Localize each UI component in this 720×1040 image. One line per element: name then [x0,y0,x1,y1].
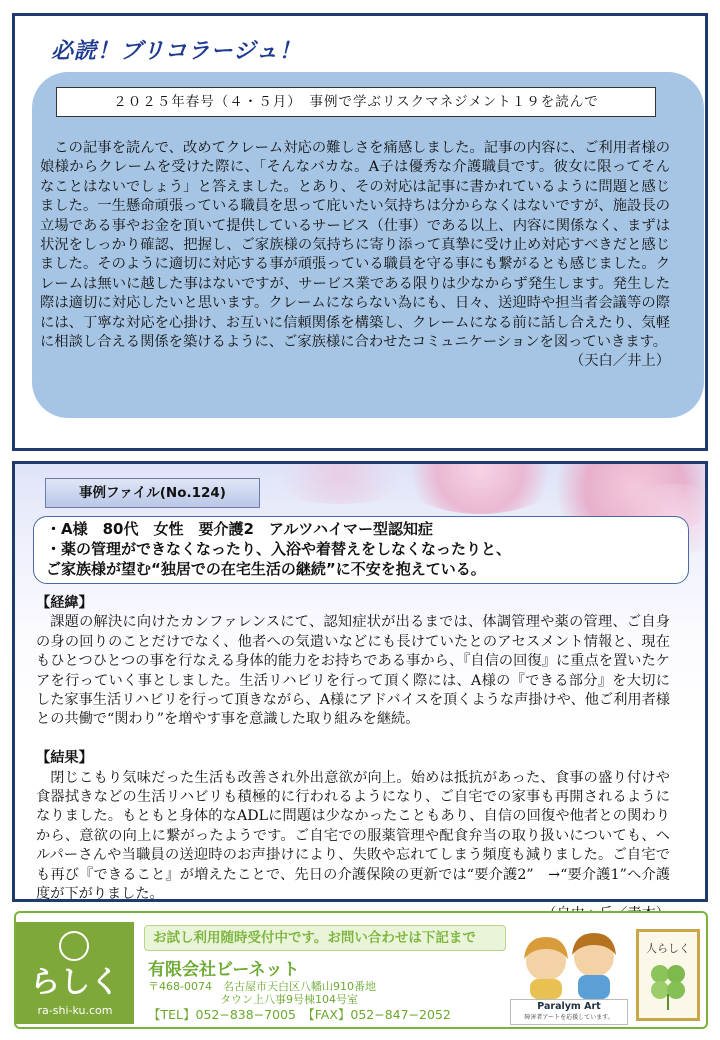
art-label: 人らしく [646,942,690,955]
background-text: 課題の解決に向けたカンファレンスにて、認知症状が出るまでは、体調管理や薬の管理、ご自身の身の回りのことだけでなく、他者への気遣いなどにも長けていたとのアセスメント情報と、現在もひとつひとつの事を行なえる身体的能力をお持ちである事から、『自信の回復』に重点を置いたケアを行っていく事としました。生活リハビリを行って頂く際には、A様の『できる部分』を大切にした家事生活リハビリを行って頂きながら、A様にアドバイスを頂くような声掛けや、他ご利用者様との共働で“関わり”を増やす事を意識した取り組みを継続。 [36,614,670,728]
address-line: タウン上八事9号棟104号室 [220,993,358,1006]
rashiku-logo [16,922,134,1024]
case-summary-line: ・薬の管理ができなくなったり、入浴や着替えをしなくなったりと、 [46,540,512,558]
contact-numbers: 【TEL】052−838−7005 【FAX】052−847−2052 [148,1007,451,1022]
case-summary-box [33,516,689,584]
company-address [148,980,376,1006]
logo-url: ra-shi-ku.com [37,1004,113,1017]
company-name: 有限会社ビーネット [148,960,300,980]
clover-art-image [639,932,697,1018]
article-text: この記事を読んで、改めてクレーム対応の難しさを痛感しました。記事の内容に、ご利用者様の娘様からクレームを受けた際に、「そんなバカな。A子は優秀な介護職員です。彼女に限ってそんなことはないでしょう」と答えました。とあり、その対応は記事に書かれているように問題と感じました。一生懸命頑張っている職員を思って庇いたい気持ちは分からなくはないですが、施設長の立場である事やお金を頂いて提供しているサービス（仕事）である以上、内容に関係なく、まずは状況をしっかり確認、把握し、ご家族様の気持ちに寄り添って真摯に受け止め対応すべきだと感じました。そのように適切に対応する事が頑張っている職員を守る事にも繋がるとも感じました。クレームは無いに越した事はないですが、サービス業である限りは少なからず発生します。発生した際は適切に対応したいと思います。クレームにならない為にも、日々、送迎時や担当者会議等の際には、丁寧な対応を心掛け、お互いに信頼関係を構築し、クレームになる前に話し合えたり、気軽に相談し合える関係を築けるように、ご家族様に合わせたコミュニケーションを図っていきます。 [40,140,670,351]
paralym-name: Paralym Art [537,1001,601,1012]
blossom-decoration [265,461,415,504]
case-body [36,594,670,924]
paralym-art-badge [510,999,628,1025]
section-title: 必読！ブリコラージュ！ [51,39,302,64]
clover-artwork [636,929,700,1021]
address-line: 〒468-0074 名古屋市天白区八幡山910番地 [148,980,376,993]
result-heading: 【結果】 [36,750,93,767]
paralym-subtitle: 障害者アートを応援しています。 [524,1014,614,1021]
article-subtitle: ２０２５年春号（４・５月） 事例で学ぶリスクマネジメント１９を読んで [56,87,656,117]
case-file-tab: 事例ファイル(No.124) [45,478,260,508]
background-heading: 【経緯】 [36,595,93,611]
trial-banner: お試し利用随時受付中です。お問い合わせは下記まで [144,925,506,951]
article-signature: （天白／井上） [569,353,670,370]
spacer [36,730,670,749]
case-summary-line: ご家族様が望む“独居での在宅生活の継続”に不安を抱えている。 [46,560,486,578]
result-text: 閉じこもり気味だった生活も改善され外出意欲が向上。始めは抵抗があった、食事の盛り付けや食器拭きなどの生活リハビリも積極的に行われるようになり、ご自宅での家事も再開されるようになりました。もともと身体的なADLに問題は少なかったこともあり、自信の回復や他者との関わりから、意欲の向上に繋がったようです。ご自宅での服薬管理や配食弁当の取り扱いについても、ヘルパーさんや当職員の送迎時のお声掛けにより、失敗や忘れてしまう頻度も減りました。ご自宅でも再び『できること』が増えたことで、先日の介護保険の更新では“要介護2” →“要介護1”へ介護度が下がりました。 [36,769,671,903]
logo-text: らしく [30,965,120,1000]
article-body [40,139,670,372]
children-illustration [512,925,630,999]
case-summary-line: ・A様 80代 女性 要介護2 アルツハイマー型認知症 [46,520,434,538]
